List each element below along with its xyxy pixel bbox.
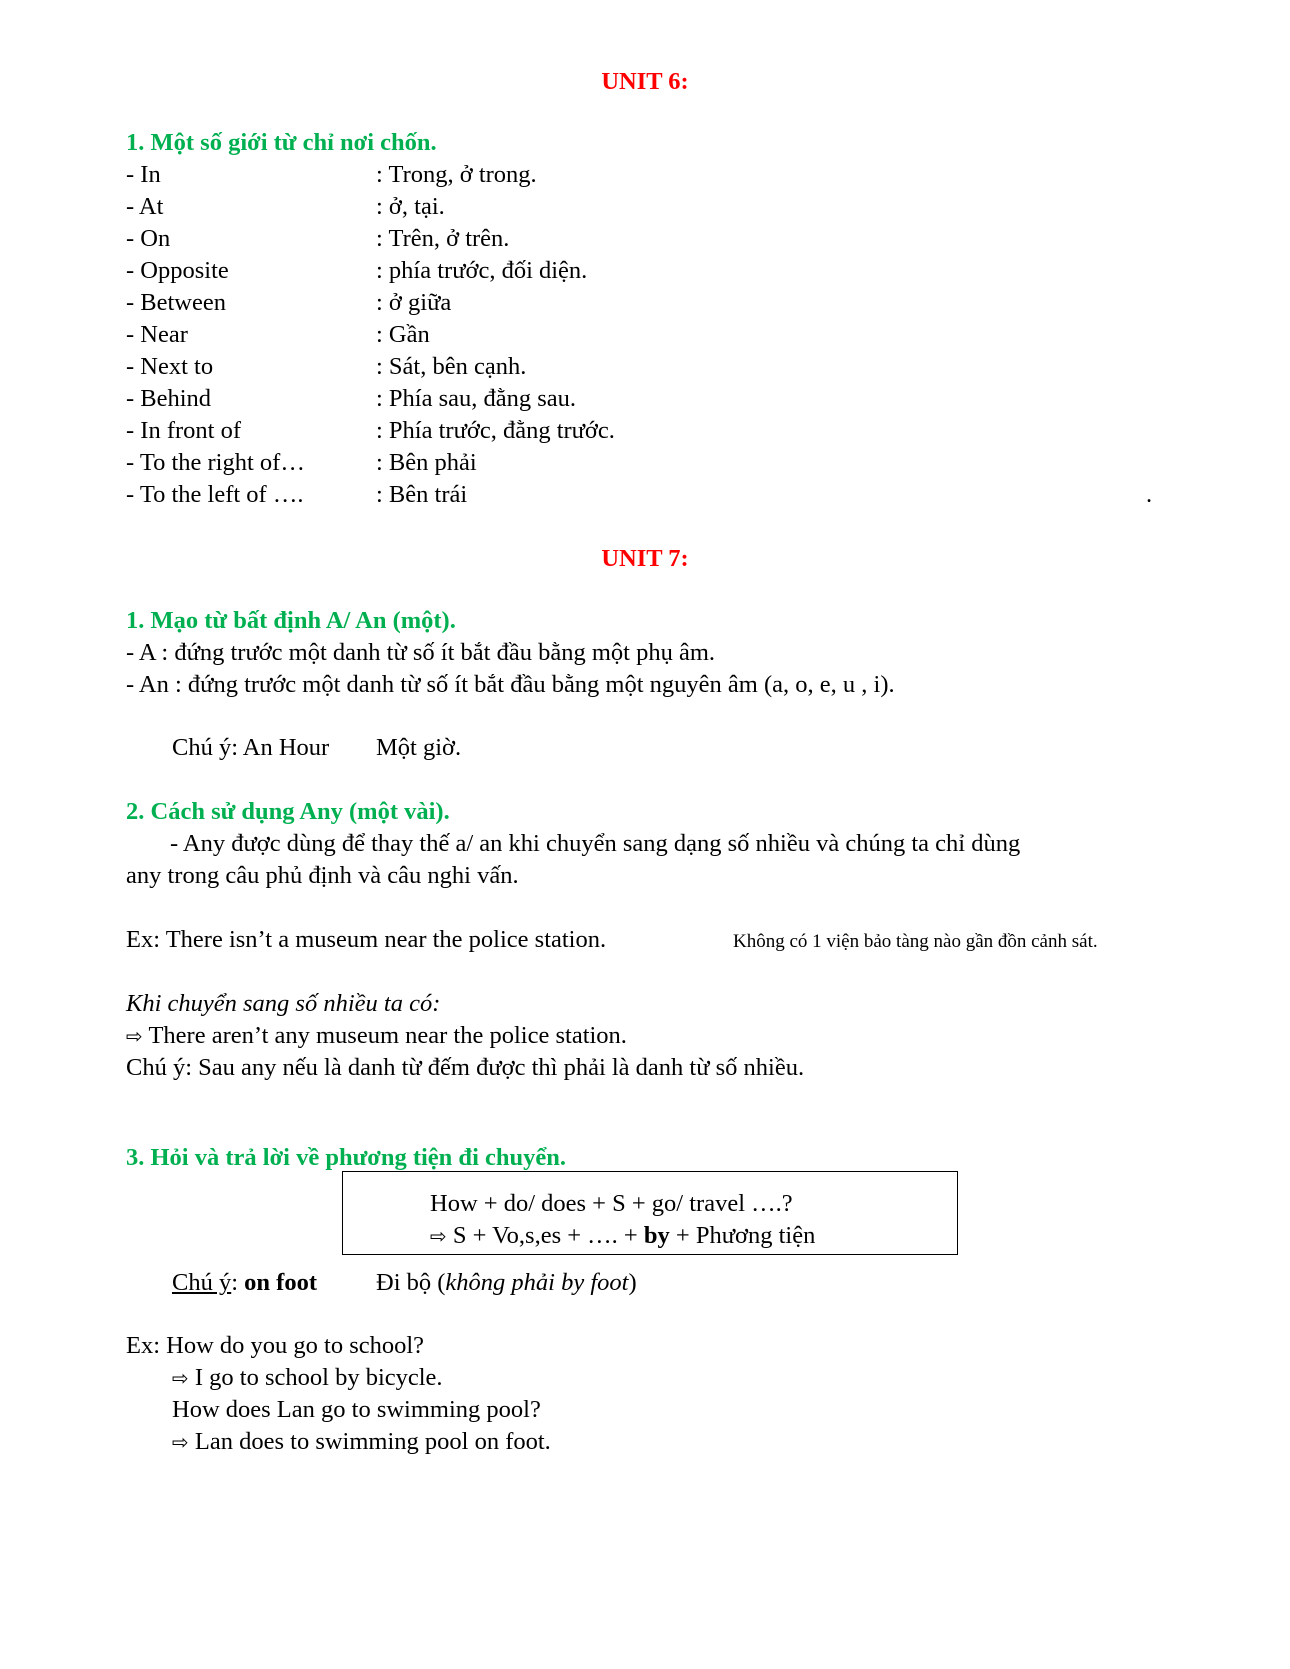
note-on-foot: on foot — [244, 1269, 317, 1296]
preposition-meaning: : Sát, bên cạnh. — [376, 353, 527, 380]
preposition-word: - To the left of …. — [126, 481, 304, 508]
arrow-icon: ⇨ — [126, 1024, 143, 1048]
preposition-meaning: : ở giữa — [376, 289, 452, 316]
trailing-dot: . — [1146, 481, 1153, 508]
example-answer-text: Lan does to swimming pool on foot. — [194, 1428, 551, 1455]
note-text: Đi bộ ( — [376, 1269, 446, 1296]
note-close: ) — [628, 1269, 637, 1296]
plural-intro-text: Khi chuyển sang số nhiều ta có: — [126, 990, 441, 1017]
transport-note — [172, 1268, 317, 1298]
preposition-meaning: : ở, tại. — [376, 193, 445, 220]
formula-question: How + do/ does + S + go/ travel ….? — [430, 1190, 793, 1217]
article-note-label: Chú ý: An Hour — [172, 734, 330, 761]
transport-example-question: Ex: How do you go to school? — [126, 1332, 425, 1359]
preposition-word: - On — [126, 225, 171, 252]
article-note-meaning: Một giờ. — [376, 734, 462, 761]
preposition-word: - Near — [126, 321, 188, 348]
preposition-meaning: : Phía trước, đằng trước. — [376, 417, 615, 444]
transport-example-answer — [172, 1363, 443, 1393]
any-example: Ex: There isn’t a museum near the police station. — [126, 926, 607, 953]
preposition-meaning: : phía trước, đối diện. — [376, 257, 588, 284]
preposition-meaning: : Trong, ở trong. — [376, 161, 537, 188]
any-note: Chú ý: Sau any nếu là danh từ đếm được thì phải là danh từ số nhiều. — [126, 1054, 805, 1081]
transport-note-meaning — [376, 1268, 637, 1298]
preposition-meaning: : Bên trái — [376, 481, 468, 508]
preposition-word: - Between — [126, 289, 226, 316]
section1-heading: 1. Mạo từ bất định A/ An (một). — [126, 607, 456, 634]
arrow-icon: ⇨ — [430, 1224, 447, 1248]
section3-heading: 3. Hỏi và trả lời về phương tiện đi chuyển. — [126, 1144, 566, 1171]
preposition-meaning: : Phía sau, đằng sau. — [376, 385, 577, 412]
preposition-meaning: : Gần — [376, 321, 430, 348]
arrow-icon: ⇨ — [172, 1366, 189, 1390]
preposition-word: - At — [126, 193, 164, 220]
preposition-word: - Next to — [126, 353, 214, 380]
formula-answer-post: + Phương tiện — [675, 1222, 816, 1249]
formula-answer-pre: S + Vo,s,es + …. + — [452, 1222, 638, 1249]
preposition-word: - In front of — [126, 417, 241, 444]
preposition-word: - To the right of… — [126, 449, 305, 476]
arrow-icon: ⇨ — [172, 1430, 189, 1454]
plural-intro — [126, 989, 440, 1019]
preposition-word: - Behind — [126, 385, 212, 412]
unit6-heading: 1. Một số giới từ chỉ nơi chốn. — [126, 129, 437, 156]
section2-heading: 2. Cách sử dụng Any (một vài). — [126, 798, 450, 825]
any-rule-line1: - Any được dùng để thay thế a/ an khi chuyển sang dạng số nhiều và chúng ta chỉ dùng — [170, 830, 1021, 857]
preposition-word: - Opposite — [126, 257, 229, 284]
transport-example-answer — [172, 1427, 551, 1457]
article-an-rule: - An : đứng trước một danh từ số ít bắt đầu bằng một nguyên âm (a, o, e, u , i). — [126, 671, 895, 698]
plural-line — [126, 1021, 627, 1051]
note-colon: : — [231, 1269, 239, 1296]
formula-answer — [430, 1221, 815, 1251]
plural-sentence: There aren’t any museum near the police station. — [148, 1022, 627, 1049]
example-answer-text: I go to school by bicycle. — [194, 1364, 443, 1391]
note-label: Chú ý — [172, 1269, 232, 1296]
any-rule-line2: any trong câu phủ định và câu nghi vấn. — [126, 862, 519, 889]
formula-answer-by: by — [643, 1222, 670, 1249]
unit7-title: UNIT 7: — [601, 545, 689, 572]
unit6-title: UNIT 6: — [601, 68, 689, 95]
preposition-meaning: : Trên, ở trên. — [376, 225, 510, 252]
note-italic: không phải by foot — [445, 1269, 629, 1296]
transport-example-question: How does Lan go to swimming pool? — [172, 1396, 541, 1423]
any-example-translation: Không có 1 viện bảo tàng nào gần đồn cảnh sát. — [733, 931, 1098, 952]
preposition-word: - In — [126, 161, 161, 188]
article-a-rule: - A : đứng trước một danh từ số ít bắt đầu bằng một phụ âm. — [126, 639, 716, 666]
preposition-meaning: : Bên phải — [376, 449, 477, 476]
